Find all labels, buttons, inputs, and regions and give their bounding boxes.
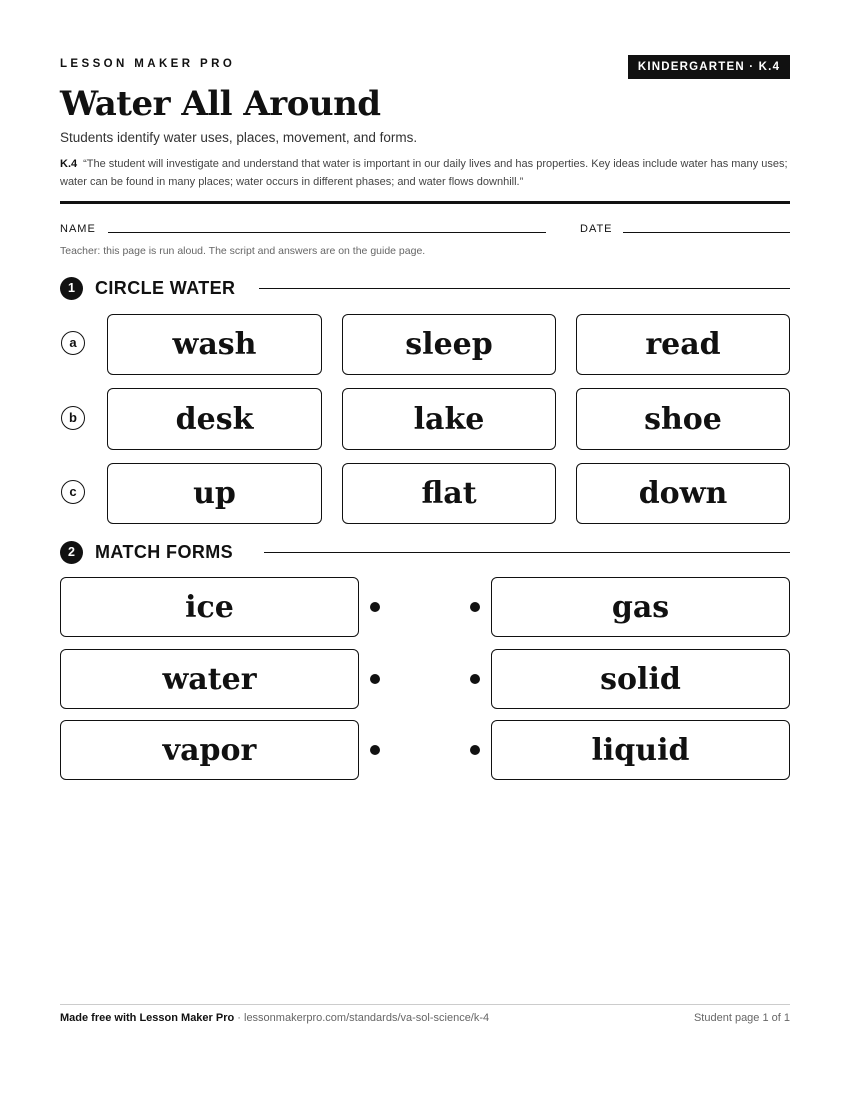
footer-page-number: Student page 1 of 1 bbox=[693, 1012, 790, 1024]
section-rule bbox=[264, 552, 790, 553]
word-card-down[interactable]: down bbox=[576, 463, 790, 524]
match-card-solid[interactable]: solid bbox=[491, 649, 790, 709]
row-label-b: b bbox=[61, 406, 85, 430]
match-card-gas[interactable]: gas bbox=[491, 577, 790, 637]
word-card-wash[interactable]: wash bbox=[107, 314, 322, 375]
standard-text: “The student will investigate and understand that water is important in our daily lives and has properties. Key ideas include water has many uses; water can be found in many places; water occurs in different phases; and water flows downhill.” bbox=[60, 158, 788, 188]
row-label-c: c bbox=[61, 480, 85, 504]
word-card-flat[interactable]: flat bbox=[342, 463, 556, 524]
match-dot-right-3[interactable] bbox=[470, 745, 480, 755]
footer-made-with: Made free with Lesson Maker Pro bbox=[60, 1012, 235, 1024]
match-card-ice[interactable]: ice bbox=[60, 577, 359, 637]
footer-divider bbox=[60, 1004, 790, 1005]
date-field[interactable] bbox=[623, 232, 790, 233]
section-match-forms-header bbox=[60, 541, 790, 565]
standard-code: K.4 bbox=[60, 158, 78, 170]
word-card-shoe[interactable]: shoe bbox=[576, 388, 790, 450]
brand-name: LESSON MAKER PRO bbox=[60, 58, 236, 70]
teacher-note: Teacher: this page is run aloud. The script and answers are on the guide page. bbox=[60, 245, 426, 257]
section-number: 1 bbox=[60, 277, 83, 300]
row-label-a: a bbox=[61, 331, 85, 355]
word-card-sleep[interactable]: sleep bbox=[342, 314, 556, 375]
header-divider bbox=[60, 201, 790, 204]
match-dot-left-2[interactable] bbox=[370, 674, 380, 684]
match-card-vapor[interactable]: vapor bbox=[60, 720, 359, 780]
standard-description bbox=[60, 156, 790, 191]
match-dot-left-3[interactable] bbox=[370, 745, 380, 755]
footer-url[interactable]: · lessonmakerpro.com/standards/va-sol-science/k-4 bbox=[234, 1012, 490, 1024]
grade-badge: KINDERGARTEN · K.4 bbox=[628, 55, 790, 79]
word-card-lake[interactable]: lake bbox=[342, 388, 556, 450]
page-subtitle: Students identify water uses, places, movement, and forms. bbox=[60, 130, 418, 145]
section-rule bbox=[259, 288, 790, 289]
name-field[interactable] bbox=[108, 232, 546, 233]
name-label: NAME bbox=[60, 223, 96, 235]
section-circle-water-header bbox=[60, 277, 790, 301]
match-dot-left-1[interactable] bbox=[370, 602, 380, 612]
match-card-water[interactable]: water bbox=[60, 649, 359, 709]
word-card-desk[interactable]: desk bbox=[107, 388, 322, 450]
match-dot-right-1[interactable] bbox=[470, 602, 480, 612]
word-card-up[interactable]: up bbox=[107, 463, 322, 524]
word-card-read[interactable]: read bbox=[576, 314, 790, 375]
footer-credit bbox=[60, 1012, 489, 1024]
page-title: Water All Around bbox=[60, 84, 381, 124]
section-number: 2 bbox=[60, 541, 83, 564]
date-label: DATE bbox=[580, 223, 613, 235]
section-title: CIRCLE WATER bbox=[95, 278, 236, 298]
match-dot-right-2[interactable] bbox=[470, 674, 480, 684]
section-title: MATCH FORMS bbox=[95, 542, 234, 562]
match-card-liquid[interactable]: liquid bbox=[491, 720, 790, 780]
